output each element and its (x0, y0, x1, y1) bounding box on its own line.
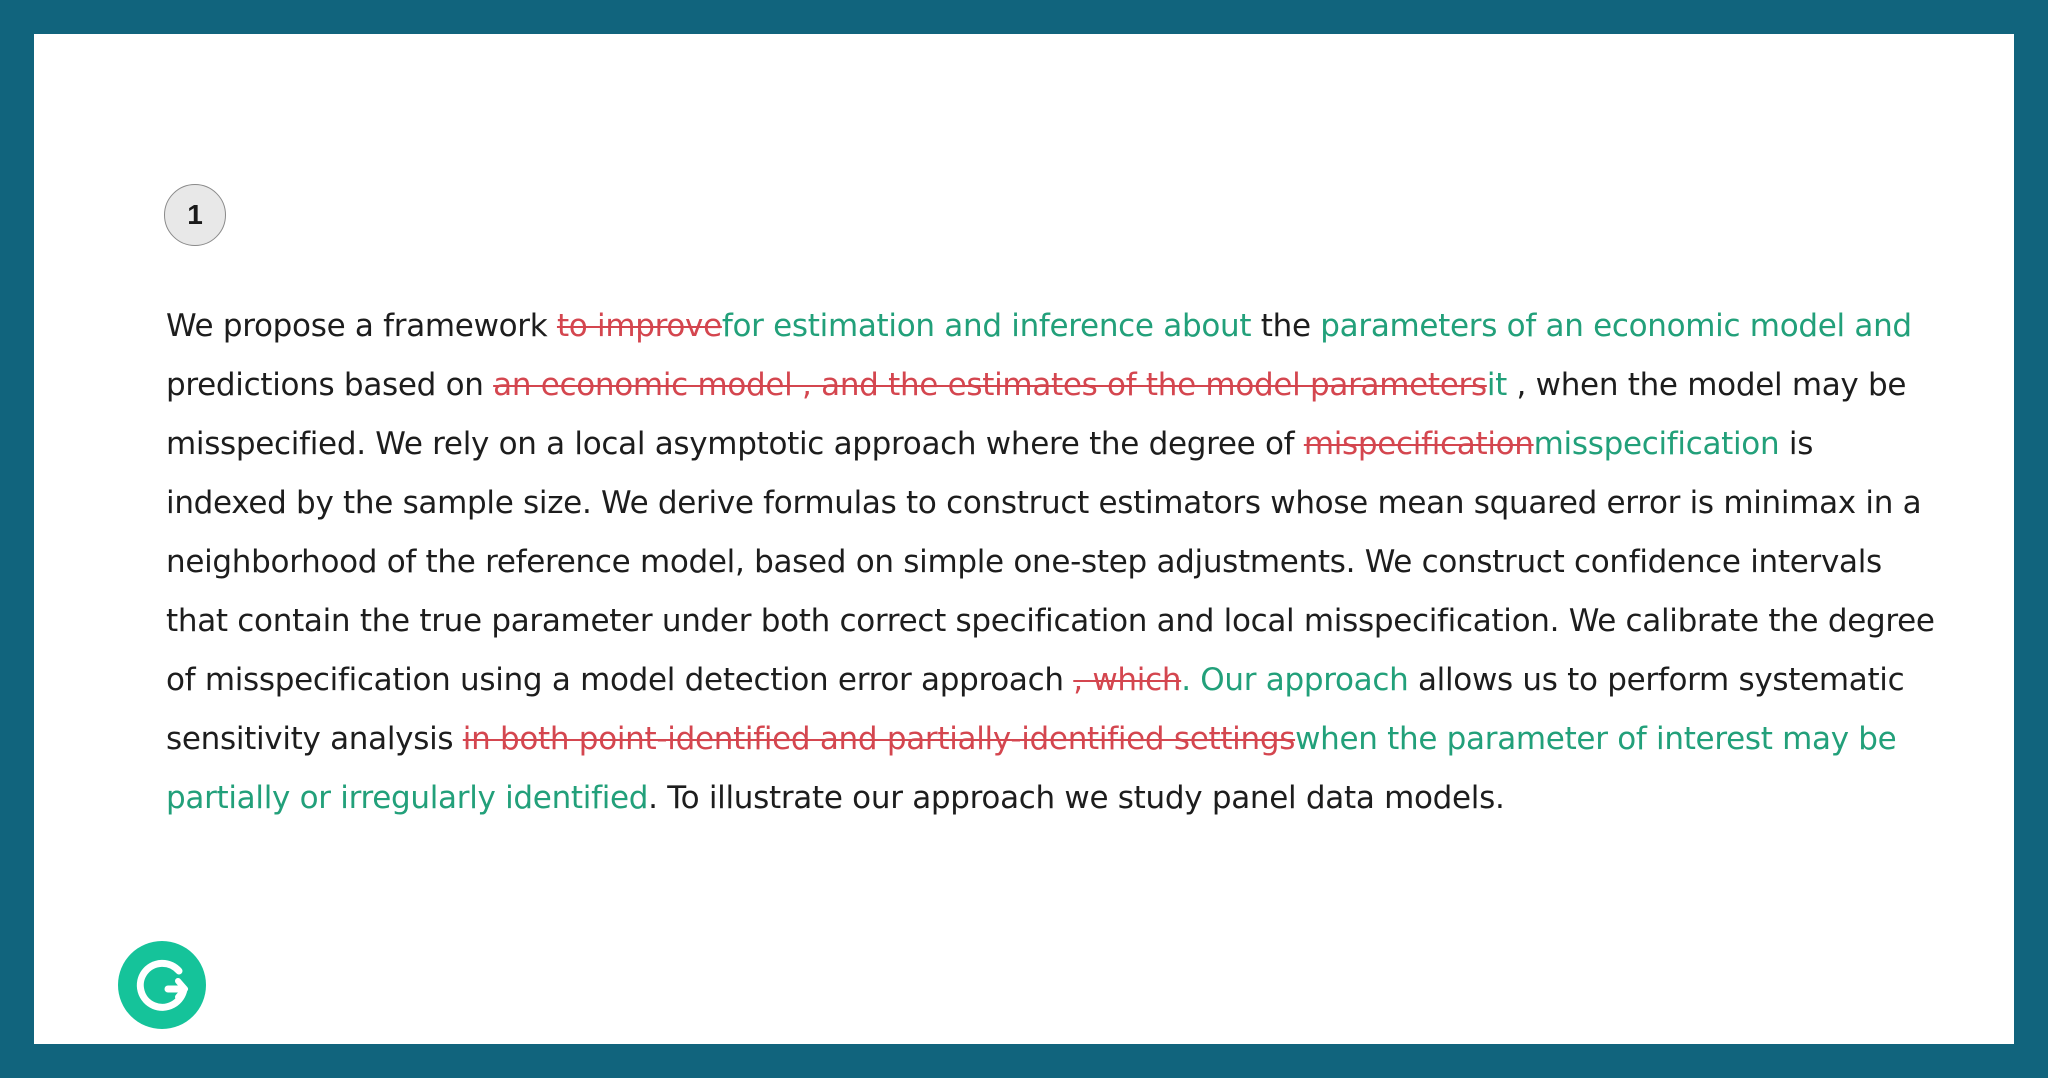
grammarly-logo-icon[interactable] (118, 941, 206, 1029)
deleted-text[interactable]: , which (1073, 662, 1182, 698)
text-segment: predictions based on (166, 367, 494, 403)
text-segment: allows us to perform systematic sensitivity analysis (166, 662, 1905, 757)
inserted-text[interactable]: it (1486, 367, 1507, 403)
abstract-paragraph (166, 297, 1941, 828)
text-segment: is indexed by the sample size. We derive formulas to construct estimators whose mean squared error is minimax in a neighborhood of the reference model, based on simple one-step adjustments. We construct confidence intervals that contain the true parameter under both correct specification and local misspecification. We calibrate the degree of misspecification using a model detection error approach (166, 426, 1935, 698)
inserted-text[interactable]: . Our approach (1181, 662, 1409, 698)
text-segment: We propose a framework (166, 308, 557, 344)
grammarly-g-icon (118, 941, 206, 1029)
text-segment: , when the model may be misspecified. We rely on a local asymptotic approach where the degree of (166, 367, 1907, 462)
deleted-text[interactable]: mispecification (1303, 426, 1534, 462)
deleted-text[interactable]: to improve (556, 308, 722, 344)
text-segment: . To illustrate our approach we study panel data models. (648, 780, 1505, 816)
deleted-text[interactable]: an economic model , and the estimates of the model parameters (493, 367, 1487, 403)
inserted-text[interactable]: for estimation and inference about (721, 308, 1252, 344)
inserted-text[interactable]: when the parameter of interest may be partially or irregularly identified (166, 721, 1897, 816)
inserted-text[interactable]: parameters of an economic model and (1320, 308, 1912, 344)
step-number-badge (164, 184, 226, 246)
document-card (34, 34, 2014, 1044)
deleted-text[interactable]: in both point-identified and partially-identified settings (462, 721, 1296, 757)
step-number: 1 (187, 199, 203, 230)
inserted-text[interactable]: misspecification (1533, 426, 1780, 462)
text-segment: the (1251, 308, 1321, 344)
